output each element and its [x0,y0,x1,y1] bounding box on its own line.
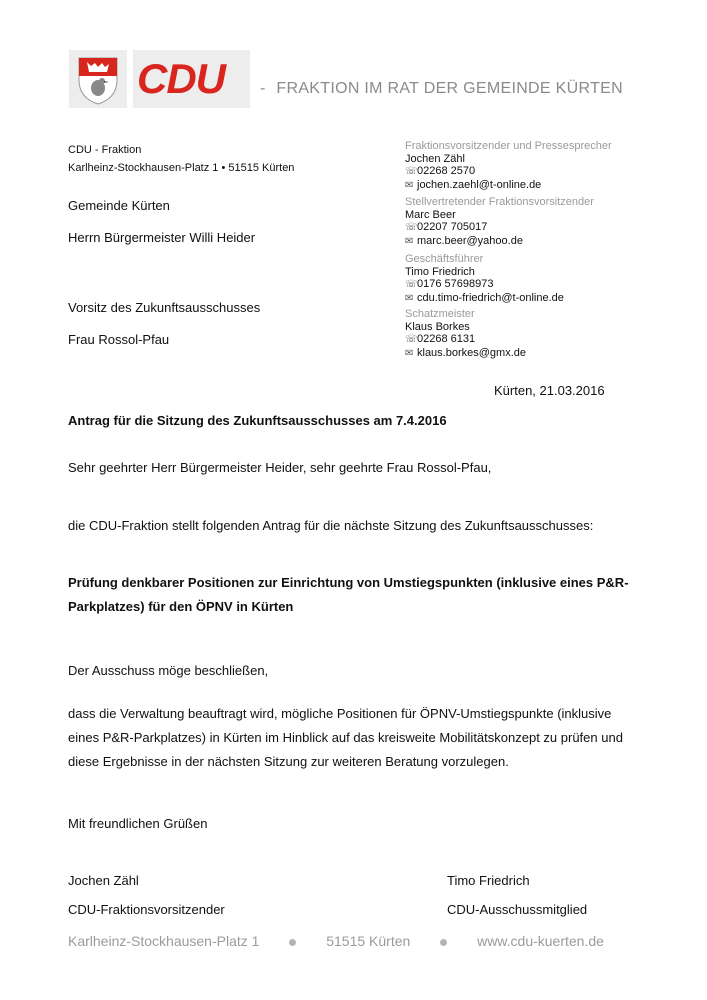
contact-phone: 02268 2570 [417,165,476,177]
closing: Mit freundlichen Grüßen [68,816,208,831]
contact-phone: 02268 6131 [417,333,476,345]
heading-title: FRAKTION IM RAT DER GEMEINDE KÜRTEN [276,80,623,97]
contact-email-link[interactable]: klaus.borkes@gmx.de [417,346,526,359]
contact-role: Schatzmeister [405,308,475,320]
recipient-line-4: Frau Rossol-Pfau [68,332,170,347]
contact-block-chair [405,140,612,192]
envelope-icon: ✉ [405,292,414,304]
contact-name: Klaus Borkes [405,320,470,333]
contact-email-link[interactable]: jochen.zaehl@t-online.de [417,178,542,191]
phone-icon: ☏ [405,279,418,290]
contact-name: Marc Beer [405,208,456,221]
coat-of-arms-logo [69,50,127,108]
contact-email-link[interactable]: marc.beer@yahoo.de [417,234,523,247]
envelope-icon: ✉ [405,235,414,247]
signature-title-2: CDU-Ausschussmitglied [447,902,588,917]
phone-icon: ☏ [405,222,418,233]
party-heading [260,80,623,98]
footer-separator-dot [289,939,296,946]
motion-title [68,571,629,619]
resolution-line-2: eines P&R-Parkplatzes) in Kürten im Hinblick auf das kreisweite Mobilitätskonzept zu prüfen und [68,730,623,745]
letter-subject: Antrag für die Sitzung des Zukunftsausschusses am 7.4.2016 [68,413,447,428]
recipient-line-1: Gemeinde Kürten [68,198,170,213]
footer-city: 51515 Kürten [326,933,411,949]
recipient-line-2: Herrn Bürgermeister Willi Heider [68,230,256,245]
contact-block-treasurer [405,308,526,360]
letter-date: Kürten, 21.03.2016 [494,383,605,398]
intro-text: die CDU-Fraktion stellt folgenden Antrag für die nächste Sitzung des Zukunftsausschusses: [68,518,594,533]
signature-name-2: Timo Friedrich [447,873,530,888]
resolve-text: Der Ausschuss möge beschließen, [68,663,269,678]
contact-email-link[interactable]: cdu.timo-friedrich@t-online.de [417,291,564,304]
motion-title-line-1: Prüfung denkbarer Positionen zur Einrichtung von Umstiegspunkten (inklusive eines P&R- [68,575,629,590]
footer [68,933,608,949]
recipient-line-3: Vorsitz des Zukunftsausschusses [68,300,261,315]
motion-title-line-2: Parkplatzes) für den ÖPNV in Kürten [68,599,294,614]
phone-icon: ☏ [405,334,418,345]
sender-line-2: Karlheinz-Stockhausen-Platz 1 • 51515 Kürten [68,162,295,174]
heading-dash: - [260,80,266,97]
contact-role: Geschäftsführer [405,253,484,265]
signature-name-1: Jochen Zähl [68,873,139,888]
envelope-icon: ✉ [405,179,414,191]
resolution-line-1: dass die Verwaltung beauftragt wird, mögliche Positionen für ÖPNV-Umstiegspunkte (inklusive [68,706,612,721]
contact-role: Fraktionsvorsitzender und Pressesprecher [405,140,612,152]
resolution-paragraph [68,702,623,774]
contact-block-deputy [405,196,594,248]
envelope-icon: ✉ [405,347,414,359]
signature-title-1: CDU-Fraktionsvorsitzender [68,902,225,917]
phone-icon: ☏ [405,166,418,177]
contact-phone: 02207 705017 [417,221,488,233]
salutation: Sehr geehrter Herr Bürgermeister Heider, sehr geehrte Frau Rossol-Pfau, [68,460,492,475]
contact-phone: 0176 57698973 [417,278,494,290]
sender-line-1: CDU - Fraktion [68,144,142,156]
contact-block-manager [405,253,564,305]
footer-address: Karlheinz-Stockhausen-Platz 1 [68,933,260,949]
cdu-logo-text: CDU [137,55,225,102]
footer-website-link[interactable]: www.cdu-kuerten.de [477,933,604,949]
footer-separator-dot [440,939,447,946]
contact-name: Timo Friedrich [405,265,475,278]
resolution-line-3: diese Ergebnisse in der nächsten Sitzung zur weiteren Beratung vorzulegen. [68,754,509,769]
contact-name: Jochen Zähl [405,152,465,165]
contact-role: Stellvertretender Fraktionsvorsitzender [405,196,594,208]
